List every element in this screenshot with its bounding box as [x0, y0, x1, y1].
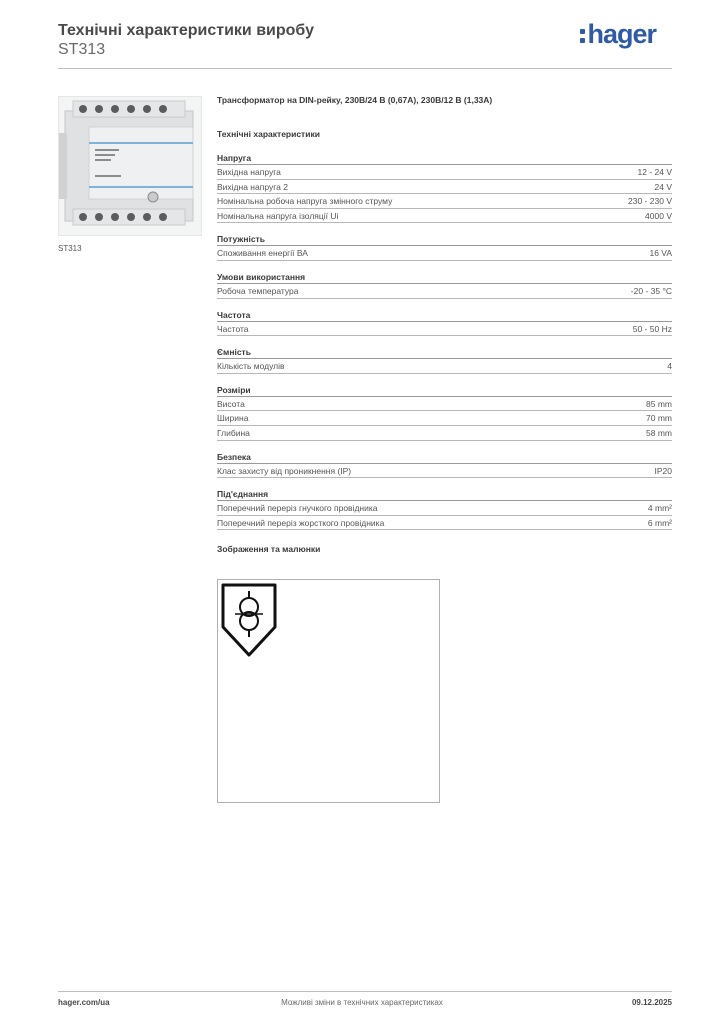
spec-row	[217, 246, 672, 261]
spec-group-title: Під'єднання	[217, 487, 672, 501]
spec-row	[217, 397, 672, 412]
spec-row	[217, 411, 672, 426]
spec-group-capacity	[217, 345, 672, 374]
spec-value: 230 - 230 V	[628, 196, 672, 207]
page-header	[58, 20, 672, 70]
footer-notice: Можливі зміни в технічних характеристиках	[281, 998, 443, 1007]
spec-group-connection	[217, 487, 672, 530]
photo-caption: ST313	[58, 244, 82, 253]
logo-dots-icon	[580, 29, 585, 43]
spec-row	[217, 180, 672, 195]
spec-label: Глибина	[217, 427, 250, 438]
footer-divider	[58, 991, 672, 992]
spec-label: Частота	[217, 323, 249, 334]
spec-row	[217, 516, 672, 531]
spec-label: Висота	[217, 398, 245, 409]
spec-value: 4000 V	[645, 210, 672, 221]
spec-row	[217, 209, 672, 224]
spec-label: Робоча температура	[217, 285, 299, 296]
product-code: ST313	[58, 41, 106, 58]
spec-value: 58 mm	[646, 427, 672, 438]
spec-value: 12 - 24 V	[637, 167, 672, 177]
spec-group-title: Частота	[217, 308, 672, 322]
spec-group-power	[217, 232, 672, 261]
spec-group-title: Безпека	[217, 450, 672, 464]
product-description: Трансформатор на DIN-рейку, 230В/24 В (0,67А), 230В/12 В (1,33А)	[217, 95, 493, 105]
spec-group-safety	[217, 450, 672, 479]
spec-group-voltage	[217, 151, 672, 223]
spec-label: Поперечний переріз гнучкого провідника	[217, 503, 378, 514]
spec-row	[217, 165, 672, 180]
spec-value: 6 mm²	[647, 517, 672, 528]
spec-content	[217, 95, 672, 558]
spec-value: 4 mm²	[647, 503, 672, 514]
spec-label: Номінальна напруга ізоляції Ui	[217, 210, 339, 221]
safety-transformer-symbol-icon	[221, 583, 277, 657]
spec-group-title: Умови використання	[217, 270, 672, 284]
spec-label: Вихідна напруга	[217, 167, 281, 177]
spec-label: Споживання енергії ВА	[217, 248, 308, 259]
spec-label: Поперечний переріз жорсткого провідника	[217, 517, 385, 528]
product-photo	[58, 96, 202, 236]
spec-value: 50 - 50 Hz	[632, 323, 672, 334]
specs-section-title: Технічні характеристики	[217, 129, 320, 139]
spec-label: Клас захисту від проникнення (IP)	[217, 465, 352, 476]
spec-row	[217, 322, 672, 337]
images-section-title: Зображення та малюнки	[217, 544, 321, 555]
spec-group-title: Потужність	[217, 232, 672, 246]
spec-row	[217, 426, 672, 441]
spec-group-title: Напруга	[217, 151, 672, 165]
header-divider	[58, 68, 672, 69]
spec-value: -20 - 35 °C	[630, 285, 672, 296]
spec-row	[217, 359, 672, 374]
spec-group-dimensions	[217, 383, 672, 441]
spec-row	[217, 194, 672, 209]
spec-value: 4	[667, 361, 672, 372]
footer-date: 09.12.2025	[631, 998, 672, 1007]
spec-value: 85 mm	[646, 398, 672, 409]
spec-group-title: Розміри	[217, 383, 672, 397]
spec-label: Вихідна напруга 2	[217, 181, 288, 192]
spec-value: 24 V	[654, 181, 672, 192]
spec-label: Кількість модулів	[217, 361, 285, 372]
spec-label: Номінальна робоча напруга змінного струму	[217, 196, 393, 207]
logo-text: hager	[587, 18, 656, 49]
spec-value: 70 mm	[646, 413, 672, 424]
spec-group-conditions	[217, 270, 672, 299]
spec-group-frequency	[217, 308, 672, 337]
spec-label: Ширина	[217, 413, 249, 424]
transformer-device-image	[59, 97, 203, 237]
document-title: Технічні характеристики виробу	[58, 22, 314, 39]
footer-website-link[interactable]: hager.com/ua	[58, 998, 110, 1007]
spec-row	[217, 464, 672, 479]
spec-row	[217, 284, 672, 299]
spec-group-title: Ємність	[217, 345, 672, 359]
spec-row	[217, 501, 672, 516]
hager-logo[interactable]	[580, 20, 656, 48]
drawing-frame	[217, 579, 440, 803]
spec-value: 16 VA	[649, 248, 672, 259]
spec-value: IP20	[654, 465, 672, 476]
